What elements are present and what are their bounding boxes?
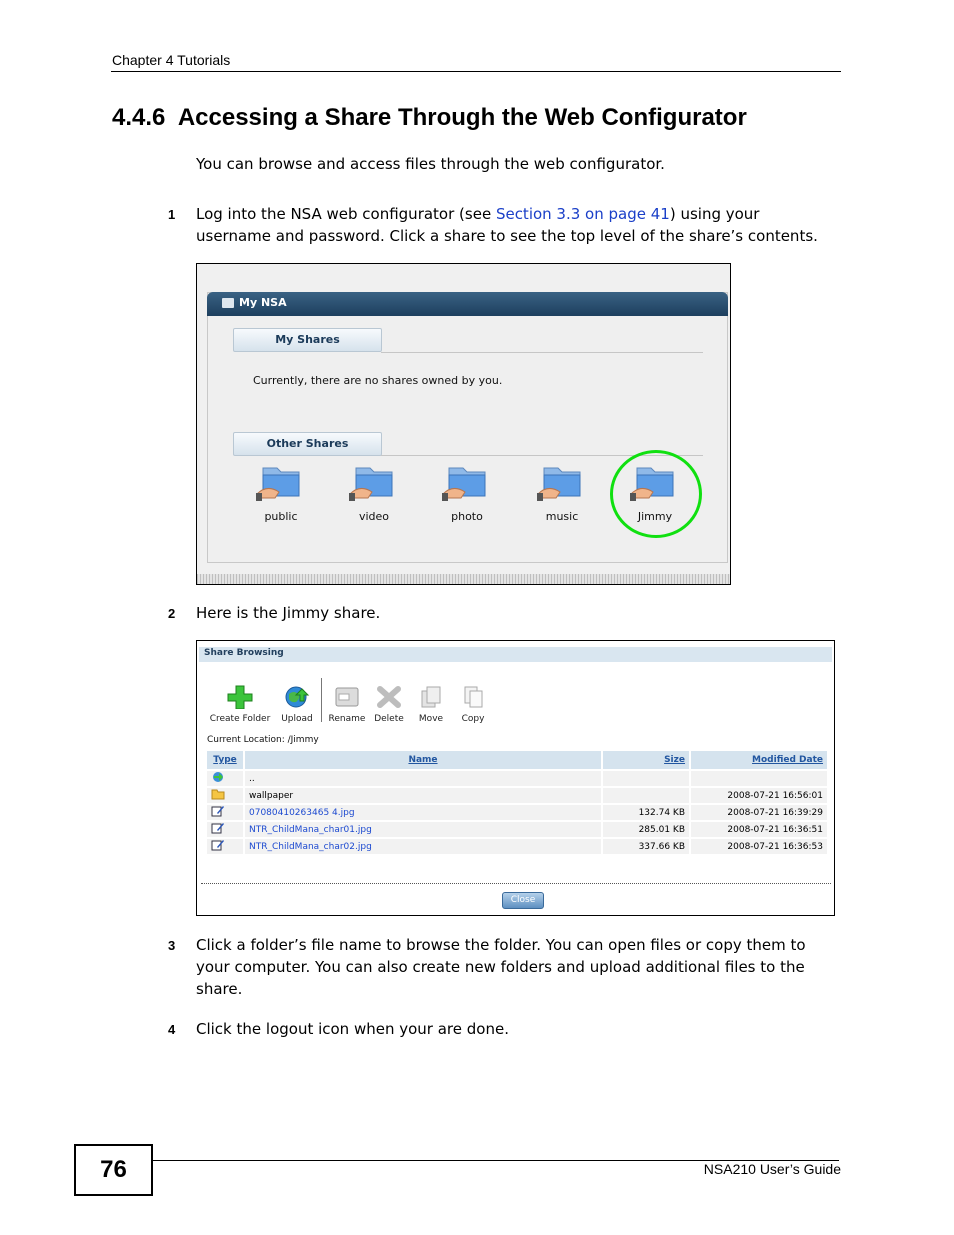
step-1-text-a: Log into the NSA web configurator (see — [196, 205, 496, 223]
my-nsa-titlebar — [207, 292, 728, 316]
file-size: 337.66 KB — [603, 839, 689, 854]
move-icon — [418, 685, 444, 709]
rename-icon — [334, 685, 360, 709]
step-number: 3 — [168, 938, 176, 953]
window-bottom-edge — [197, 574, 730, 584]
upload-globe-icon — [284, 685, 310, 709]
highlight-circle — [610, 450, 702, 538]
step-3-line-3: share. — [196, 980, 243, 998]
file-name[interactable]: 07080410263465 4.jpg — [245, 805, 601, 820]
table-header-row — [207, 751, 827, 769]
shared-folder-icon — [348, 464, 400, 502]
dotted-divider — [201, 883, 831, 884]
step-number: 2 — [168, 606, 176, 621]
toolbar-separator — [321, 678, 322, 722]
table-row[interactable] — [207, 771, 827, 786]
upload-button[interactable] — [277, 685, 317, 724]
current-location: Current Location: /Jimmy — [207, 735, 319, 745]
step-3-line-2: your computer. You can also create new folders and upload additional files to the — [196, 958, 805, 976]
intro-paragraph: You can browse and access files through the web configurator. — [196, 155, 665, 173]
my-nsa-title: My NSA — [239, 296, 287, 309]
column-modified[interactable]: Modified Date — [691, 751, 827, 769]
header-rule — [111, 71, 841, 72]
section-link[interactable]: Section 3.3 on page 41 — [495, 205, 670, 223]
delete-icon — [376, 685, 402, 709]
parent-folder-icon — [207, 771, 243, 786]
folder-icon — [207, 788, 243, 803]
page-number: 76 — [74, 1144, 153, 1196]
footer-guide-title: NSA210 User’s Guide — [703, 1161, 841, 1177]
share-music[interactable] — [522, 464, 602, 523]
copy-label: Copy — [461, 714, 485, 724]
file-size: 132.74 KB — [603, 805, 689, 820]
file-modified: 2008-07-21 16:36:51 — [691, 822, 827, 837]
share-label: Jimmy — [637, 510, 673, 523]
share-browsing-title: Share Browsing — [204, 648, 284, 658]
share-browsing-screenshot — [196, 640, 835, 916]
my-nsa-screenshot — [196, 263, 731, 585]
close-button[interactable]: Close — [502, 892, 544, 909]
column-size[interactable]: Size — [603, 751, 689, 769]
file-modified: 2008-07-21 16:56:01 — [691, 788, 827, 803]
share-label: public — [264, 510, 298, 523]
file-size — [603, 788, 689, 803]
delete-label: Delete — [374, 714, 404, 724]
file-modified: 2008-07-21 16:36:53 — [691, 839, 827, 854]
folder-icon — [222, 298, 234, 308]
file-modified — [691, 771, 827, 786]
step-4-text: Click the logout icon when your are done. — [196, 1020, 509, 1038]
file-name[interactable]: wallpaper — [245, 788, 601, 803]
file-name[interactable]: NTR_ChildMana_char02.jpg — [245, 839, 601, 854]
move-label: Move — [418, 714, 444, 724]
upload-label: Upload — [281, 714, 313, 724]
copy-icon — [460, 685, 486, 709]
step-1-text — [196, 203, 856, 225]
column-type[interactable]: Type — [207, 751, 243, 769]
file-table — [205, 749, 829, 856]
shared-folder-icon — [536, 464, 588, 502]
section-title: 4.4.6 Accessing a Share Through the Web Configurator — [112, 104, 747, 131]
divider — [381, 352, 703, 353]
file-size — [603, 771, 689, 786]
share-label: photo — [451, 510, 483, 523]
file-modified: 2008-07-21 16:39:29 — [691, 805, 827, 820]
table-row[interactable] — [207, 805, 827, 820]
step-1-text-c: username and password. Click a share to see the top level of the share’s contents. — [196, 227, 818, 245]
table-row[interactable] — [207, 822, 827, 837]
shared-folder-icon — [255, 464, 307, 502]
file-size: 285.01 KB — [603, 822, 689, 837]
delete-button[interactable] — [369, 685, 409, 724]
my-shares-tab[interactable]: My Shares — [233, 328, 382, 352]
share-public[interactable] — [241, 464, 321, 523]
file-edit-icon — [207, 839, 243, 854]
step-2-text: Here is the Jimmy share. — [196, 604, 381, 622]
create-folder-label: Create Folder — [209, 714, 271, 724]
share-video[interactable] — [334, 464, 414, 523]
step-1-text-b: ) using your — [669, 205, 760, 223]
file-name[interactable]: .. — [245, 771, 601, 786]
rename-button[interactable] — [327, 685, 367, 724]
shared-folder-icon — [441, 464, 493, 502]
step-number: 1 — [168, 207, 176, 222]
share-label: video — [358, 510, 390, 523]
step-3-line-1: Click a folder’s file name to browse the folder. You can open files or copy them to — [196, 936, 806, 954]
file-edit-icon — [207, 822, 243, 837]
table-row[interactable] — [207, 839, 827, 854]
no-shares-message: Currently, there are no shares owned by you. — [253, 374, 503, 387]
copy-button[interactable] — [453, 685, 493, 724]
file-name[interactable]: NTR_ChildMana_char01.jpg — [245, 822, 601, 837]
share-photo[interactable] — [427, 464, 507, 523]
file-edit-icon — [207, 805, 243, 820]
other-shares-tab[interactable]: Other Shares — [233, 432, 382, 456]
move-button[interactable] — [411, 685, 451, 724]
column-name[interactable]: Name — [245, 751, 601, 769]
rename-label: Rename — [328, 714, 366, 724]
step-number: 4 — [168, 1022, 176, 1037]
share-label: music — [545, 510, 579, 523]
create-folder-button[interactable] — [207, 685, 273, 724]
running-header: Chapter 4 Tutorials — [112, 52, 231, 68]
table-row[interactable] — [207, 788, 827, 803]
add-folder-icon — [227, 685, 253, 709]
share-browsing-titlebar — [199, 647, 832, 662]
